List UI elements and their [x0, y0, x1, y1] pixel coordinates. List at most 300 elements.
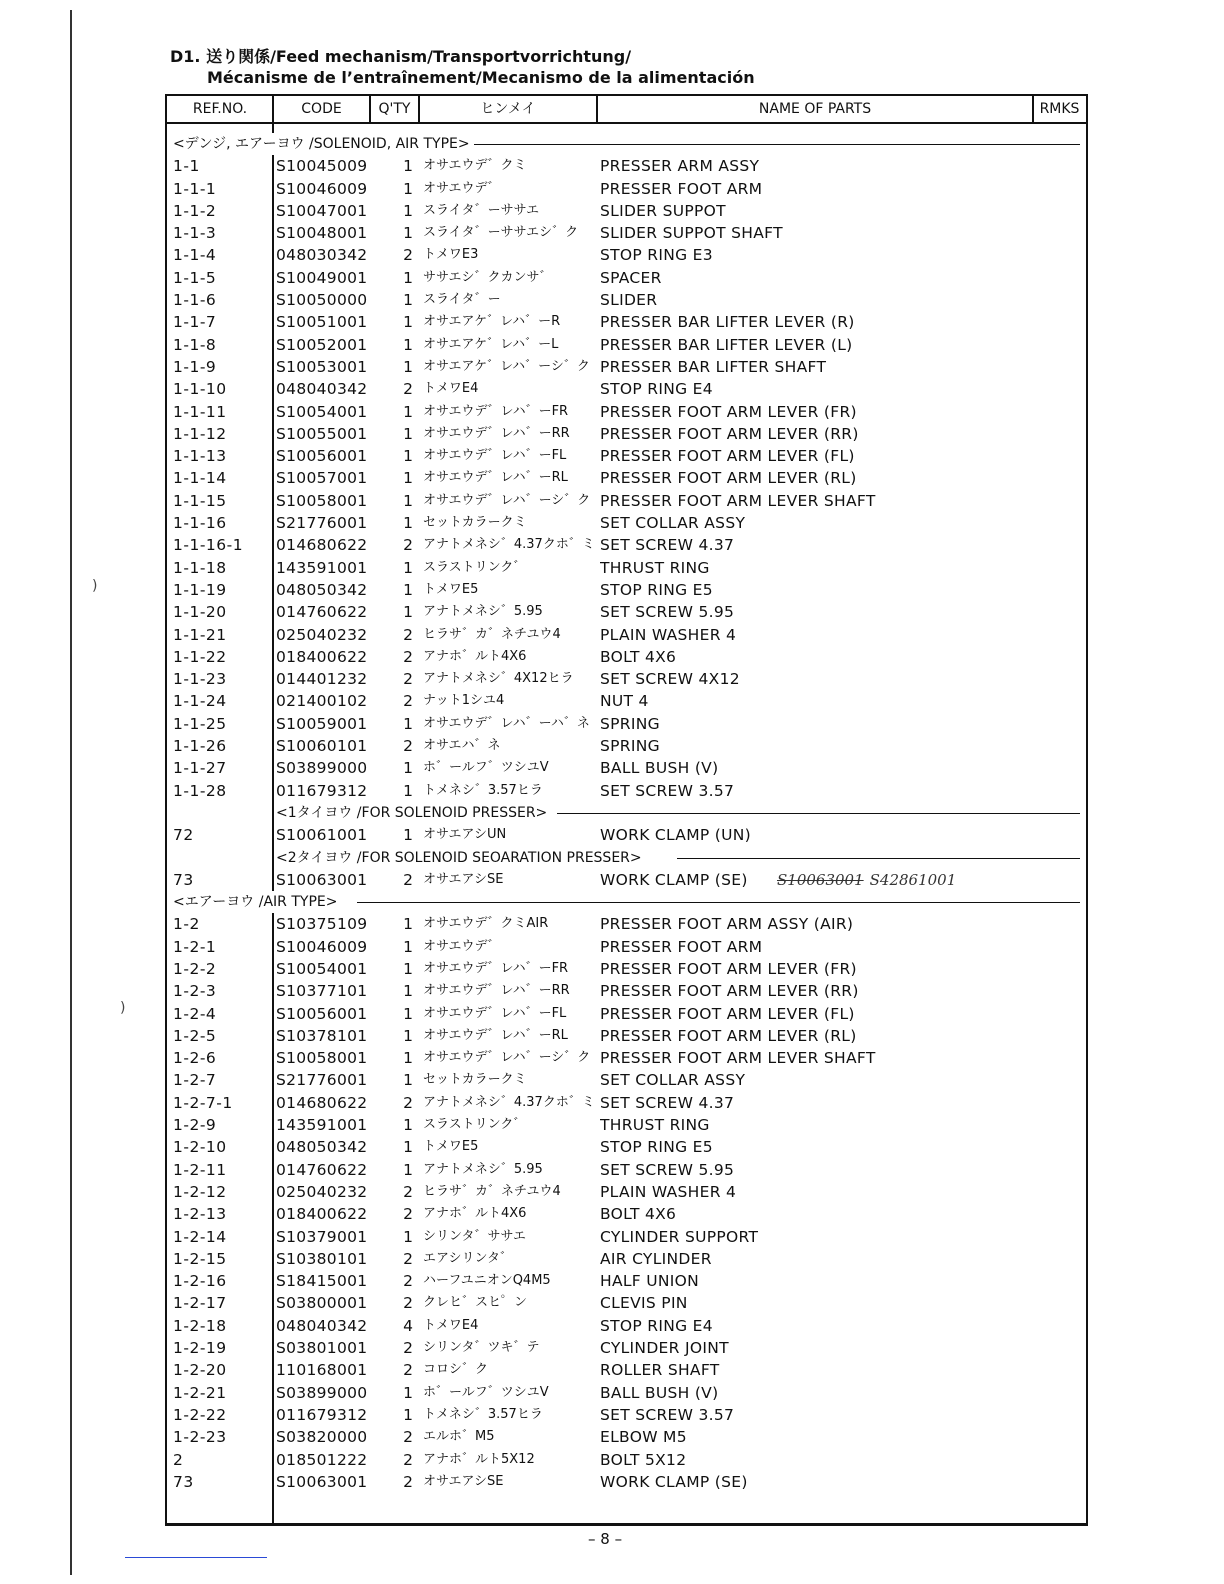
ref-no-cell: 1-1-4 [173, 246, 217, 265]
part-name-cell: PRESSER ARM ASSY [600, 157, 760, 176]
japanese-name-cell: アナトメネシ゛5.95 [423, 604, 543, 620]
japanese-name-cell: ヒラサ゛カ゛ネチユウ4 [423, 626, 561, 642]
japanese-name-cell: スラストリンク゛ [423, 559, 527, 575]
binder-margin-line [70, 10, 72, 1575]
japanese-name-cell: アナトメネシ゛4.37クホ゛ミ [423, 537, 595, 553]
qty-cell: 2 [403, 1339, 413, 1358]
japanese-name-cell: オサエウデ゛レハ゛ーシ゛ク [423, 492, 591, 508]
code-cell: S10063001 [276, 1472, 368, 1491]
code-cell: 014401232 [276, 670, 368, 689]
japanese-name-cell: クレヒ゛スヒ゜ン [423, 1295, 528, 1311]
qty-cell: 2 [403, 1205, 413, 1224]
ref-no-cell: 1-1-28 [173, 781, 227, 800]
japanese-name-cell: アナホ゛ルト4X6 [423, 1206, 527, 1222]
section-label: <エアーヨウ /AIR TYPE> [173, 891, 341, 913]
section-label: <1タイヨウ /FOR SOLENOID PRESSER> [276, 802, 551, 824]
code-cell: S03800001 [276, 1294, 368, 1313]
code-cell: 143591001 [276, 558, 368, 577]
title-line-1: D1. 送り関係/Feed mechanism/Transportvorrichtung/ [170, 47, 632, 66]
qty-cell: 1 [403, 937, 413, 956]
part-name-cell: ELBOW M5 [600, 1428, 687, 1447]
qty-cell: 1 [403, 291, 413, 310]
ref-no-cell: 1-1-8 [173, 335, 217, 354]
code-cell: S10375109 [276, 915, 368, 934]
part-name-cell: WORK CLAMP (SE) [600, 1472, 748, 1491]
part-name-cell: CYLINDER JOINT [600, 1339, 729, 1358]
code-cell: S10063001 [276, 870, 368, 889]
handwritten-correction [777, 869, 956, 891]
part-name-cell: PRESSER BAR LIFTER LEVER (R) [600, 313, 855, 332]
qty-cell: 1 [403, 558, 413, 577]
table-row [167, 445, 1086, 467]
table-row [167, 713, 1086, 735]
ref-no-cell: 1-2-16 [173, 1272, 227, 1291]
part-name-cell: STOP RING E3 [600, 246, 713, 265]
japanese-name-cell: アナホ゛ルト5X12 [423, 1451, 535, 1467]
code-cell: S10059001 [276, 714, 368, 733]
qty-cell: 2 [403, 1294, 413, 1313]
qty-cell: 2 [403, 647, 413, 666]
table-row [167, 378, 1086, 400]
ref-no-cell: 1-1-22 [173, 647, 227, 666]
table-row [167, 490, 1086, 512]
code-cell: 025040232 [276, 625, 368, 644]
table-header [167, 96, 1086, 124]
part-name-cell: PRESSER FOOT ARM LEVER (RR) [600, 424, 859, 443]
japanese-name-cell: オサエウデ゛レハ゛ーRL [423, 1027, 568, 1043]
qty-cell: 2 [403, 1472, 413, 1491]
part-name-cell: SPACER [600, 268, 662, 287]
code-cell: S18415001 [276, 1272, 368, 1291]
part-name-cell: PRESSER FOOT ARM [600, 179, 763, 198]
page-title [170, 46, 755, 88]
ref-no-cell: 1-1-21 [173, 625, 227, 644]
table-row [167, 1404, 1086, 1426]
japanese-name-cell: トメネシ゛3.57ヒラ [423, 1406, 543, 1422]
table-row [167, 1359, 1086, 1381]
part-name-cell: HALF UNION [600, 1272, 700, 1291]
ref-no-cell: 1-1-18 [173, 558, 227, 577]
code-cell: S10045009 [276, 157, 368, 176]
part-name-cell: STOP RING E4 [600, 380, 713, 399]
qty-cell: 2 [403, 870, 413, 889]
ref-no-cell: 1-1-19 [173, 580, 227, 599]
table-row [167, 356, 1086, 378]
header-qty: Q'TY [378, 101, 411, 117]
table-row [167, 1025, 1086, 1047]
part-name-cell: SLIDER [600, 291, 658, 310]
ref-no-cell: 1-1-26 [173, 737, 227, 756]
japanese-name-cell: シリンタ゛ササエ [423, 1228, 526, 1244]
table-row [167, 1047, 1086, 1069]
code-cell: S10060101 [276, 737, 368, 756]
ref-no-cell: 1-2-15 [173, 1249, 227, 1268]
japanese-name-cell: スライタ゛ーササエ [423, 202, 540, 218]
table-row [167, 1449, 1086, 1471]
parts-table [165, 94, 1088, 1526]
code-cell: S03801001 [276, 1339, 368, 1358]
part-name-cell: STOP RING E5 [600, 1138, 713, 1157]
code-cell: 021400102 [276, 692, 368, 711]
table-row [167, 534, 1086, 556]
japanese-name-cell: セットカラークミ [423, 515, 527, 531]
part-name-cell: PRESSER FOOT ARM LEVER (RL) [600, 1026, 857, 1045]
part-name-cell: BOLT 4X6 [600, 1205, 677, 1224]
ref-no-cell: 1-1-3 [173, 224, 217, 243]
part-name-cell: PLAIN WASHER 4 [600, 1182, 737, 1201]
code-cell: S10377101 [276, 982, 368, 1001]
table-row [167, 646, 1086, 668]
ref-no-cell: 1-1 [173, 157, 200, 176]
code-cell: 018400622 [276, 1205, 368, 1224]
code-cell: S03899000 [276, 759, 368, 778]
qty-cell: 4 [403, 1316, 413, 1335]
part-name-cell: PRESSER FOOT ARM LEVER SHAFT [600, 1049, 876, 1068]
ref-no-cell: 1-2-11 [173, 1160, 227, 1179]
ref-no-cell: 1-2-2 [173, 959, 217, 978]
section-rule [357, 902, 1080, 903]
part-name-cell: SET SCREW 4.37 [600, 1093, 735, 1112]
part-name-cell: SLIDER SUPPOT SHAFT [600, 224, 783, 243]
code-cell: 014680622 [276, 536, 368, 555]
part-name-cell: SLIDER SUPPOT [600, 201, 726, 220]
code-cell: 143591001 [276, 1116, 368, 1135]
table-row [167, 913, 1086, 935]
code-cell: S10058001 [276, 491, 368, 510]
header-rmks: RMKS [1039, 101, 1080, 117]
table-row [167, 1270, 1086, 1292]
part-name-cell: WORK CLAMP (SE) [600, 870, 748, 889]
code-cell: 014760622 [276, 603, 368, 622]
table-row [167, 1226, 1086, 1248]
qty-cell: 1 [403, 491, 413, 510]
ref-no-cell: 1-1-24 [173, 692, 227, 711]
table-row [167, 401, 1086, 423]
code-cell: 018501222 [276, 1450, 368, 1469]
japanese-name-cell: オサエウデ゛ [423, 938, 501, 954]
ref-no-cell: 1-1-2 [173, 201, 217, 220]
qty-cell: 2 [403, 625, 413, 644]
code-cell: 025040232 [276, 1182, 368, 1201]
qty-cell: 1 [403, 1227, 413, 1246]
japanese-name-cell: ホ゛ールフ゛ツシユV [423, 1384, 549, 1400]
table-row [167, 1315, 1086, 1337]
part-name-cell: SET SCREW 5.95 [600, 1160, 735, 1179]
qty-cell: 1 [403, 1138, 413, 1157]
japanese-name-cell: ササエシ゛クカンサ゛ [423, 269, 553, 285]
row-group [167, 155, 1086, 802]
table-row [167, 1069, 1086, 1091]
ref-no-cell: 1-2-4 [173, 1004, 217, 1023]
column-divider [369, 96, 371, 122]
code-cell: S10378101 [276, 1026, 368, 1045]
qty-cell: 2 [403, 1182, 413, 1201]
ref-no-cell: 1-2-7 [173, 1071, 217, 1090]
table-row [167, 668, 1086, 690]
table-row [167, 155, 1086, 177]
qty-cell: 1 [403, 157, 413, 176]
ref-no-cell: 1-1-11 [173, 402, 227, 421]
qty-cell: 1 [403, 1004, 413, 1023]
header-name: NAME OF PARTS [758, 101, 872, 117]
ref-no-cell: 1-2-18 [173, 1316, 227, 1335]
part-name-cell: PRESSER FOOT ARM LEVER (FR) [600, 402, 857, 421]
qty-cell: 1 [403, 224, 413, 243]
table-row [167, 1092, 1086, 1114]
qty-cell: 2 [403, 692, 413, 711]
code-cell: S10058001 [276, 1049, 368, 1068]
ref-no-cell: 1-2-21 [173, 1383, 227, 1402]
japanese-name-cell: スライタ゛ーササエシ゛ク [423, 225, 579, 241]
table-row [167, 557, 1086, 579]
table-row [167, 334, 1086, 356]
code-cell: S10055001 [276, 424, 368, 443]
table-row [167, 624, 1086, 646]
table-row [167, 1136, 1086, 1158]
section-header [167, 891, 1086, 913]
part-name-cell: SET COLLAR ASSY [600, 514, 746, 533]
section-header [167, 133, 1086, 155]
qty-cell: 1 [403, 1071, 413, 1090]
table-row [167, 1471, 1086, 1493]
japanese-name-cell: トメワE3 [423, 247, 479, 263]
japanese-name-cell: トメワE4 [423, 1317, 479, 1333]
header-ref: REF.NO. [192, 101, 248, 117]
qty-cell: 1 [403, 201, 413, 220]
table-row [167, 289, 1086, 311]
qty-cell: 2 [403, 1361, 413, 1380]
japanese-name-cell: オサエウデ゛ [423, 180, 501, 196]
qty-cell: 2 [403, 737, 413, 756]
qty-cell: 2 [403, 1428, 413, 1447]
code-cell: S10046009 [276, 937, 368, 956]
part-name-cell: BOLT 5X12 [600, 1450, 687, 1469]
ref-no-cell: 73 [173, 1472, 194, 1491]
row-group [167, 824, 1086, 846]
qty-cell: 2 [403, 1450, 413, 1469]
part-name-cell: SET SCREW 3.57 [600, 1405, 735, 1424]
part-name-cell: PRESSER FOOT ARM LEVER SHAFT [600, 491, 876, 510]
qty-cell: 1 [403, 179, 413, 198]
ref-no-cell: 73 [173, 870, 194, 889]
part-name-cell: CLEVIS PIN [600, 1294, 688, 1313]
binder-mark: ) [92, 578, 98, 594]
ref-no-cell: 1-2-19 [173, 1339, 227, 1358]
binder-mark: ) [120, 1000, 126, 1016]
japanese-name-cell: オサエウデ゛レハ゛ーFR [423, 403, 569, 419]
part-name-cell: SET SCREW 3.57 [600, 781, 735, 800]
table-row [167, 1292, 1086, 1314]
code-cell: 048040342 [276, 380, 368, 399]
code-cell: S10051001 [276, 313, 368, 332]
code-cell: S10053001 [276, 357, 368, 376]
page-number: – 8 – [588, 1530, 623, 1548]
ref-no-cell: 1-1-14 [173, 469, 227, 488]
code-cell: S10054001 [276, 402, 368, 421]
qty-cell: 1 [403, 357, 413, 376]
code-cell: S10048001 [276, 224, 368, 243]
code-cell: 048050342 [276, 1138, 368, 1157]
japanese-name-cell: ナット1シユ4 [423, 693, 505, 709]
part-name-cell: NUT 4 [600, 692, 649, 711]
ref-no-cell: 1-1-25 [173, 714, 227, 733]
ref-no-cell: 72 [173, 826, 194, 845]
japanese-name-cell: オサエウデ゛レハ゛ーハ゛ネ [423, 715, 590, 731]
code-cell: S10380101 [276, 1249, 368, 1268]
part-name-cell: SET COLLAR ASSY [600, 1071, 746, 1090]
footer-link-line [125, 1557, 267, 1558]
qty-cell: 1 [403, 313, 413, 332]
part-name-cell: SET SCREW 5.95 [600, 603, 735, 622]
table-row [167, 1337, 1086, 1359]
qty-cell: 2 [403, 246, 413, 265]
qty-cell: 1 [403, 402, 413, 421]
part-name-cell: BALL BUSH (V) [600, 1383, 719, 1402]
ref-no-cell: 1-1-9 [173, 357, 217, 376]
ref-no-cell: 1-2-5 [173, 1026, 217, 1045]
qty-cell: 1 [403, 268, 413, 287]
struck-code: S10063001 [777, 870, 864, 889]
ref-no-cell: 1-1-23 [173, 670, 227, 689]
ref-no-cell: 1-1-20 [173, 603, 227, 622]
ref-no-cell: 1-1-1 [173, 179, 217, 198]
table-row [167, 757, 1086, 779]
ref-no-cell: 1-1-5 [173, 268, 217, 287]
qty-cell: 2 [403, 536, 413, 555]
japanese-name-cell: トメネシ゛3.57ヒラ [423, 782, 543, 798]
code-cell: S10047001 [276, 201, 368, 220]
code-cell: 018400622 [276, 647, 368, 666]
row-group [167, 869, 1086, 891]
section-label: <2タイヨウ /FOR SOLENOID SEOARATION PRESSER> [276, 847, 646, 869]
qty-cell: 2 [403, 1249, 413, 1268]
table-row [167, 423, 1086, 445]
qty-cell: 2 [403, 380, 413, 399]
header-code: CODE [301, 101, 342, 117]
code-cell: 011679312 [276, 781, 368, 800]
qty-cell: 1 [403, 335, 413, 354]
japanese-name-cell: コロシ゛ク [423, 1362, 489, 1378]
qty-cell: 2 [403, 670, 413, 689]
code-cell: S10052001 [276, 335, 368, 354]
part-name-cell: WORK CLAMP (UN) [600, 826, 751, 845]
ref-no-cell: 1-1-16-1 [173, 536, 244, 555]
part-name-cell: PRESSER FOOT ARM LEVER (FL) [600, 1004, 855, 1023]
table-row [167, 1203, 1086, 1225]
japanese-name-cell: オサエウデ゛レハ゛ーRL [423, 470, 568, 486]
part-name-cell: PRESSER FOOT ARM LEVER (RL) [600, 469, 857, 488]
japanese-name-cell: アナホ゛ルト4X6 [423, 648, 527, 664]
ref-no-cell: 1-1-7 [173, 313, 217, 332]
section-header [167, 847, 1086, 869]
code-cell: S03899000 [276, 1383, 368, 1402]
japanese-name-cell: エアシリンタ゛ [423, 1250, 513, 1266]
ref-no-cell: 1-2-3 [173, 982, 217, 1001]
table-row [167, 467, 1086, 489]
ref-no-cell: 1-2-17 [173, 1294, 227, 1313]
qty-cell: 1 [403, 603, 413, 622]
japanese-name-cell: エルホ゛M5 [423, 1429, 495, 1445]
column-divider [1032, 96, 1034, 122]
code-cell: S10056001 [276, 1004, 368, 1023]
section-rule [557, 813, 1080, 814]
table-body [167, 133, 1086, 1493]
ref-no-cell: 1-2-6 [173, 1049, 217, 1068]
japanese-name-cell: スラストリンク゛ [423, 1117, 527, 1133]
replacement-code: S42861001 [869, 870, 957, 889]
column-divider [418, 96, 420, 122]
table-row [167, 735, 1086, 757]
table-row [167, 1003, 1086, 1025]
section-header [167, 802, 1086, 824]
japanese-name-cell: オサエウデ゛クミ [423, 158, 527, 174]
part-name-cell: STOP RING E5 [600, 580, 713, 599]
table-row [167, 780, 1086, 802]
code-cell: 048040342 [276, 1316, 368, 1335]
ref-no-cell: 1-2-10 [173, 1138, 227, 1157]
japanese-name-cell: オサエアケ゛レハ゛ーシ゛ク [423, 358, 590, 374]
row-group [167, 913, 1086, 1493]
qty-cell: 1 [403, 514, 413, 533]
ref-no-cell: 1-1-27 [173, 759, 227, 778]
code-cell: S21776001 [276, 514, 368, 533]
ref-no-cell: 1-2-13 [173, 1205, 227, 1224]
japanese-name-cell: ヒラサ゛カ゛ネチユウ4 [423, 1183, 561, 1199]
code-cell: S10050000 [276, 291, 368, 310]
code-cell: 011679312 [276, 1405, 368, 1424]
part-name-cell: PRESSER BAR LIFTER SHAFT [600, 357, 827, 376]
code-cell: 048030342 [276, 246, 368, 265]
table-row [167, 579, 1086, 601]
code-cell: S03820000 [276, 1428, 368, 1447]
table-row [167, 1114, 1086, 1136]
section-rule [677, 858, 1080, 859]
ref-no-cell: 1-1-10 [173, 380, 227, 399]
japanese-name-cell: オサエアケ゛レハ゛ーR [423, 314, 561, 330]
japanese-name-cell: シリンタ゛ツキ゛テ [423, 1340, 540, 1356]
qty-cell: 1 [403, 1049, 413, 1068]
japanese-name-cell: アナトメネシ゛4.37クホ゛ミ [423, 1094, 595, 1110]
table-row [167, 311, 1086, 333]
japanese-name-cell: オサエウデ゛レハ゛ーシ゛ク [423, 1050, 591, 1066]
qty-cell: 1 [403, 759, 413, 778]
table-row [167, 200, 1086, 222]
code-cell: 014680622 [276, 1093, 368, 1112]
table-row [167, 267, 1086, 289]
ref-no-cell: 1-2-14 [173, 1227, 227, 1246]
ref-no-cell: 1-2-20 [173, 1361, 227, 1380]
qty-cell: 1 [403, 1383, 413, 1402]
part-name-cell: PRESSER BAR LIFTER LEVER (L) [600, 335, 853, 354]
table-row [167, 601, 1086, 623]
code-cell: 014760622 [276, 1160, 368, 1179]
section-label: <デンジ, エアーヨウ /SOLENOID, AIR TYPE> [173, 133, 474, 155]
ref-no-cell: 1-2-9 [173, 1116, 217, 1135]
qty-cell: 1 [403, 580, 413, 599]
ref-no-cell: 1-2-23 [173, 1428, 227, 1447]
qty-cell: 2 [403, 1093, 413, 1112]
table-row [167, 980, 1086, 1002]
part-name-cell: THRUST RING [600, 558, 710, 577]
japanese-name-cell: ハーフユニオンQ4M5 [423, 1273, 551, 1289]
japanese-name-cell: オサエアケ゛レハ゛ーL [423, 336, 559, 352]
japanese-name-cell: トメワE4 [423, 381, 479, 397]
japanese-name-cell: ホ゛ールフ゛ツシユV [423, 760, 549, 776]
qty-cell: 1 [403, 982, 413, 1001]
part-name-cell: AIR CYLINDER [600, 1249, 712, 1268]
ref-no-cell: 1-2 [173, 915, 200, 934]
code-cell: 110168001 [276, 1361, 368, 1380]
